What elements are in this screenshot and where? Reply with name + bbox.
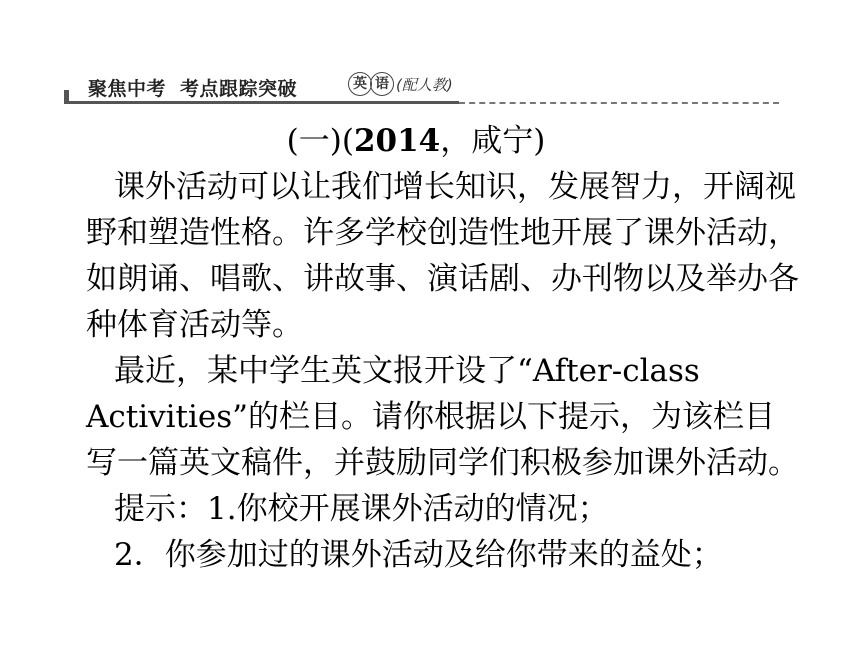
section-heading xyxy=(126,118,706,164)
heading-year: 2014 xyxy=(353,123,441,159)
paragraph-intro: 课外活动可以让我们增长知识，发展智力，开阔视野和塑造性格。许多学校创造性地开展了课外活动，如朗诵、唱歌、讲故事、演话剧、办刊物以及举办各种体育活动等。 xyxy=(86,169,799,343)
subject-char-1: 英 xyxy=(348,72,372,96)
hint-1: 提示：1.你校开展课外活动的情况； xyxy=(114,491,609,527)
heading-suffix: ，咸宁) xyxy=(440,123,546,159)
edition-label: (配人教) xyxy=(396,75,453,94)
hint-2: 2．你参加过的课外活动及给你带来的益处； xyxy=(114,537,723,573)
header-title-1: 聚焦中考 xyxy=(88,78,167,100)
header-title-2: 考点跟踪突破 xyxy=(180,78,298,100)
header-dotted-rule xyxy=(459,102,779,104)
subject-char-2: 语 xyxy=(370,72,394,96)
heading-prefix: (一)( xyxy=(286,123,354,159)
header-title xyxy=(88,74,311,101)
header-subject xyxy=(348,72,453,96)
main-content xyxy=(86,118,806,578)
paragraph-task: 最近，某中学生英文报开设了“After-class Activities”的栏目。请你根据以下提示，为该栏目写一篇英文稿件，并鼓励同学们积极参加课外活动。 xyxy=(86,353,799,481)
page-header xyxy=(64,68,780,108)
header-rule xyxy=(69,101,459,104)
